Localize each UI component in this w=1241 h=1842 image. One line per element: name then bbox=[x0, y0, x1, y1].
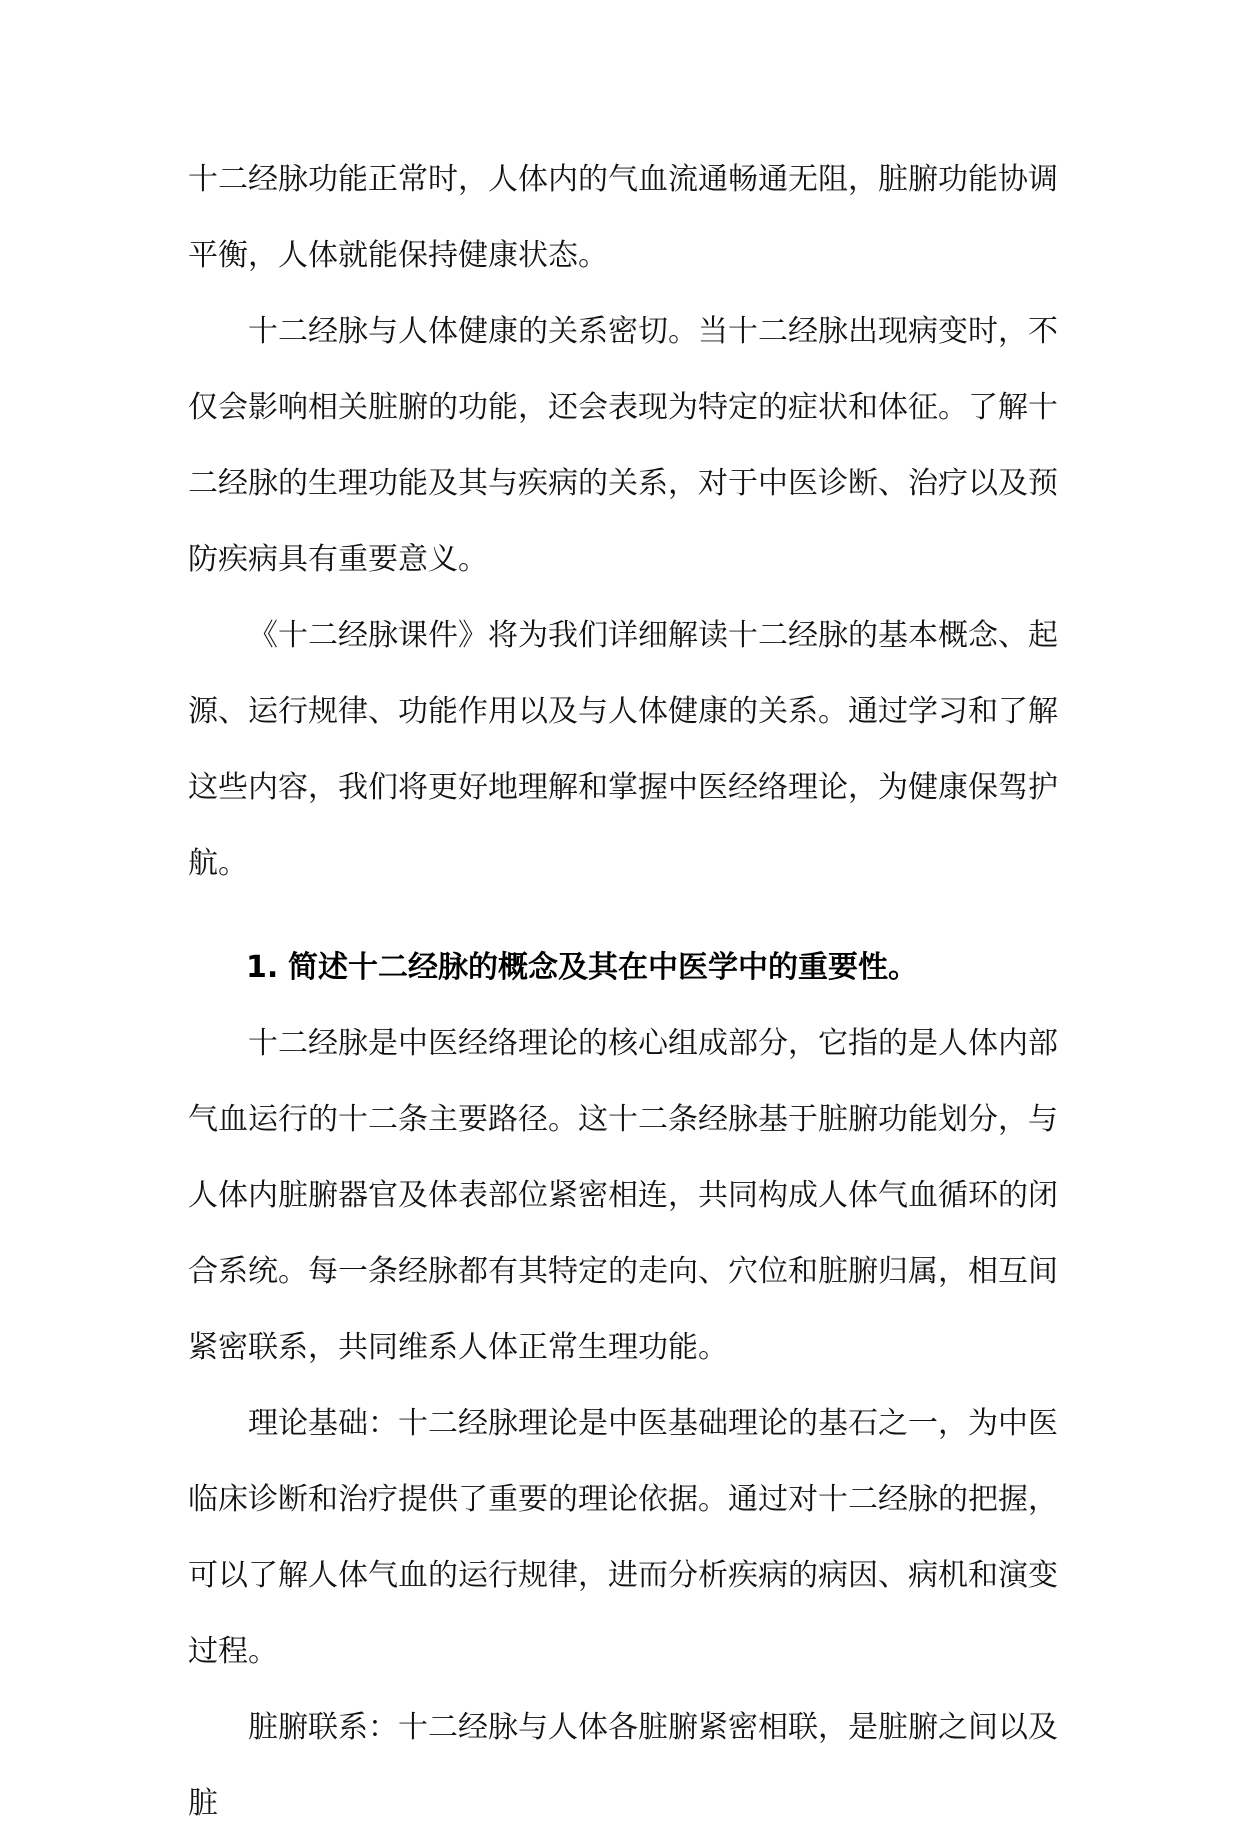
section-heading-number: 1. bbox=[246, 950, 279, 985]
paragraph-concept: 十二经脉是中医经络理论的核心组成部分，它指的是人体内部气血运行的十二条主要路径。这十二条经脉基于脏腑功能划分，与人体内脏腑器官及体表部位紧密相连，共同构成人体气血循环的闭合系统。每一条经脉都有其特定的走向、穴位和脏腑归属，相互间紧密联系，共同维系人体正常生理功能。 bbox=[188, 1026, 1058, 1365]
paragraph-courseware-intro: 《十二经脉课件》将为我们详细解读十二经脉的基本概念、起源、运行规律、功能作用以及与人体健康的关系。通过学习和了解这些内容，我们将更好地理解和掌握中医经络理论，为健康保驾护航。 bbox=[188, 618, 1058, 881]
section-spacer bbox=[188, 902, 1058, 930]
paragraph-continuation: 十二经脉功能正常时，人体内的气血流通畅通无阻，脏腑功能协调平衡，人体就能保持健康状态。 bbox=[188, 162, 1058, 273]
paragraph-organ-connection: 脏腑联系：十二经脉与人体各脏腑紧密相联，是脏腑之间以及脏 bbox=[188, 1710, 1058, 1821]
document-body bbox=[188, 142, 1058, 1842]
paragraph-health-relation: 十二经脉与人体健康的关系密切。当十二经脉出现病变时，不仅会影响相关脏腑的功能，还会表现为特定的症状和体征。了解十二经脉的生理功能及其与疾病的关系，对于中医诊断、治疗以及预防疾病具有重要意义。 bbox=[188, 314, 1058, 577]
paragraph-theory-basis: 理论基础：十二经脉理论是中医基础理论的基石之一，为中医临床诊断和治疗提供了重要的理论依据。通过对十二经脉的把握，可以了解人体气血的运行规律，进而分析疾病的病因、病机和演变过程。 bbox=[188, 1406, 1058, 1669]
section-heading-text: 简述十二经脉的概念及其在中医学中的重要性。 bbox=[288, 950, 918, 985]
section-heading bbox=[188, 930, 1058, 1006]
